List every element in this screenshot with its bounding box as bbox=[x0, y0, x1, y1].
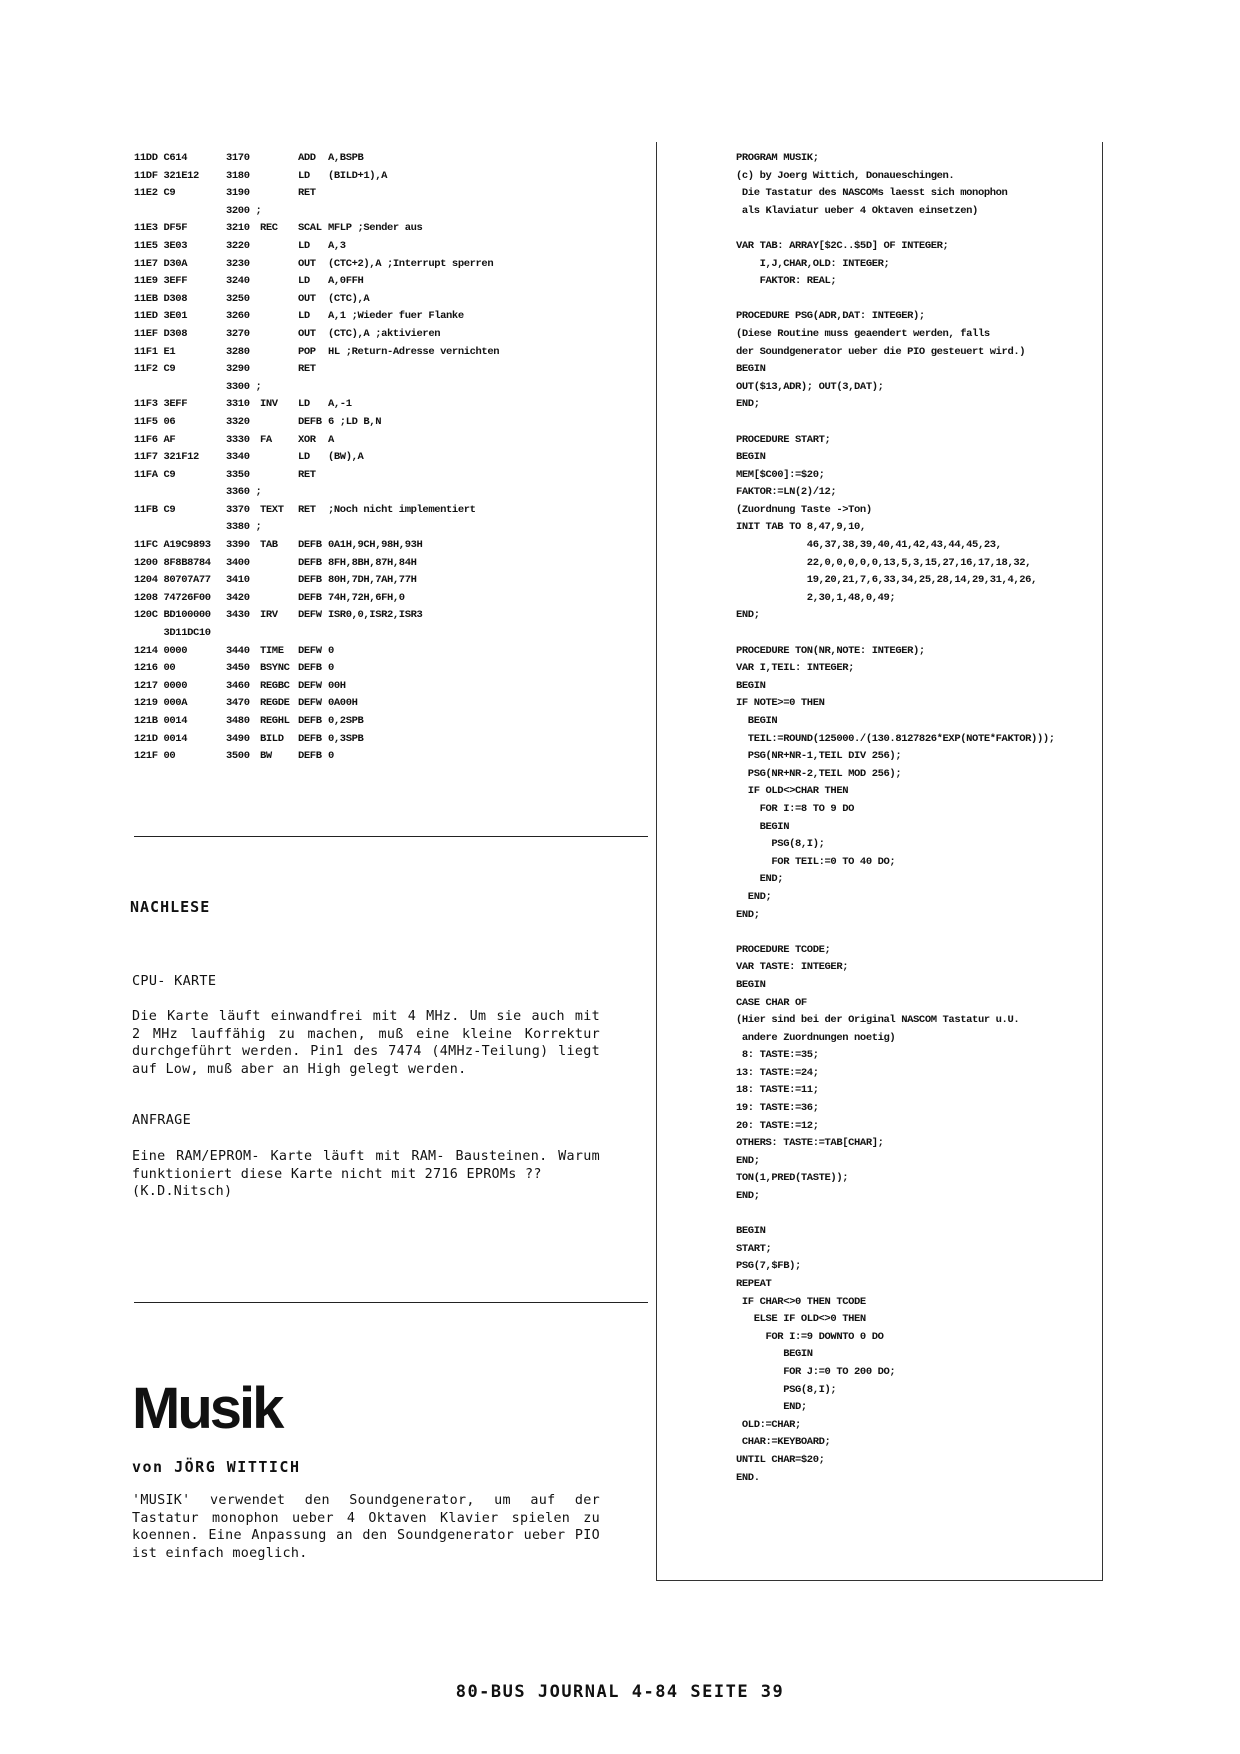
code-line: PROGRAM MUSIK; bbox=[736, 152, 819, 164]
divider-bottom bbox=[134, 1302, 648, 1303]
code-line: (c) by Joerg Wittich, Donaueschingen. bbox=[736, 169, 955, 182]
asm-address: 1208 74726F00 bbox=[134, 591, 211, 604]
asm-line-number: 3340 bbox=[226, 451, 250, 464]
asm-address: 11ED 3E01 bbox=[134, 310, 188, 323]
asm-line bbox=[134, 344, 634, 362]
asm-address: 11F7 321F12 bbox=[134, 451, 199, 464]
asm-line-number: 3310 bbox=[226, 398, 250, 411]
asm-opcode: DEFB bbox=[298, 662, 322, 675]
asm-line bbox=[134, 484, 634, 502]
asm-address: 11F5 06 bbox=[134, 415, 176, 428]
code-line: PSG(8,I); bbox=[736, 838, 825, 851]
asm-line bbox=[134, 731, 634, 749]
code-line: OUT($13,ADR); OUT(3,DAT); bbox=[736, 380, 884, 393]
asm-address: 121B 0014 bbox=[134, 715, 188, 727]
code-line: PSG(NR+NR-1,TEIL DIV 256); bbox=[736, 750, 902, 763]
code-line: BEGIN bbox=[736, 715, 778, 727]
asm-line-number: 3260 bbox=[226, 310, 250, 323]
asm-line bbox=[134, 643, 634, 661]
code-line: 13: TASTE:=24; bbox=[736, 1066, 819, 1079]
asm-line-number: 3460 bbox=[226, 679, 250, 692]
asm-operand: A bbox=[328, 433, 334, 446]
code-line: 8: TASTE:=35; bbox=[736, 1049, 819, 1062]
asm-address: 1204 80707A77 bbox=[134, 574, 211, 587]
asm-line bbox=[134, 361, 634, 379]
code-line: (Hier sind bei der Original NASCOM Tastatur u.U. bbox=[736, 1014, 1020, 1027]
asm-line bbox=[134, 414, 634, 432]
code-line: END; bbox=[736, 908, 760, 921]
asm-label: REGHL bbox=[260, 715, 290, 727]
code-line: I,J,CHAR,OLD: INTEGER; bbox=[736, 257, 890, 270]
code-line: VAR I,TEIL: INTEGER; bbox=[736, 662, 855, 675]
asm-opcode: OUT bbox=[298, 327, 316, 340]
asm-line bbox=[134, 748, 634, 766]
asm-address: 11E9 3EFF bbox=[134, 275, 188, 288]
code-line: 46,37,38,39,40,41,42,43,44,45,23, bbox=[736, 539, 1002, 552]
code-line: FOR J:=0 TO 200 DO; bbox=[736, 1365, 896, 1378]
asm-opcode: DEFB bbox=[298, 574, 322, 587]
code-line: OTHERS: TASTE:=TAB[CHAR]; bbox=[736, 1137, 884, 1150]
asm-address: 1219 000A bbox=[134, 697, 188, 710]
asm-opcode: DEFB bbox=[298, 415, 322, 428]
asm-opcode: OUT bbox=[298, 257, 316, 270]
asm-line bbox=[134, 326, 634, 344]
asm-address: 11EF D308 bbox=[134, 327, 188, 340]
code-line: BEGIN bbox=[736, 679, 766, 692]
musik-intro-text: 'MUSIK' verwendet den Soundgenerator, um auf der Tastatur monophon ueber 4 Oktaven Klavier spielen zu koennen. Eine Anpassung an den Soundgenerator ueber PIO ist einfach moeglich. bbox=[132, 1493, 600, 1561]
asm-operand: 0 bbox=[328, 750, 334, 763]
asm-address: 1200 8F8B8784 bbox=[134, 556, 211, 569]
cpu-karte-text: Die Karte läuft einwandfrei mit 4 MHz. Um sie auch mit 2 MHz lauffähig zu machen, muß eine kleine Korrektur durchgeführt werden. Pin1 des 7474 (4MHz-Teilung) liegt auf Low, muß aber an High gelegt werden. bbox=[132, 1009, 600, 1077]
code-line: andere Zuordnungen noetig) bbox=[736, 1031, 896, 1044]
asm-label: INV bbox=[260, 398, 278, 411]
asm-operand: 80H,7DH,7AH,77H bbox=[328, 574, 417, 587]
asm-operand: 0 bbox=[328, 662, 334, 675]
asm-line-number: 3400 bbox=[226, 556, 250, 569]
code-line: UNTIL CHAR=$20; bbox=[736, 1453, 825, 1466]
code-line: END; bbox=[736, 1154, 760, 1167]
nachlese-heading: NACHLESE bbox=[130, 898, 211, 916]
code-line: IF NOTE>=0 THEN bbox=[736, 697, 825, 710]
asm-line bbox=[134, 695, 634, 713]
code-line: PROCEDURE PSG(ADR,DAT: INTEGER); bbox=[736, 310, 925, 323]
asm-line bbox=[134, 291, 634, 309]
asm-line bbox=[134, 256, 634, 274]
asm-line-number: 3240 bbox=[226, 275, 250, 288]
assembler-listing bbox=[134, 150, 634, 766]
asm-line-number: 3220 bbox=[226, 239, 250, 252]
asm-opcode: OUT bbox=[298, 292, 316, 305]
asm-operand: (CTC+2),A ;Interrupt sperren bbox=[328, 257, 494, 270]
asm-line bbox=[134, 308, 634, 326]
code-line: VAR TAB: ARRAY[$2C..$5D] OF INTEGER; bbox=[736, 239, 949, 252]
asm-address: 1216 00 bbox=[134, 662, 176, 675]
asm-address: 1217 0000 bbox=[134, 679, 188, 692]
code-line: 22,0,0,0,0,0,13,5,3,15,27,16,17,18,32, bbox=[736, 556, 1032, 569]
anfrage-block bbox=[132, 1148, 600, 1201]
asm-line bbox=[134, 203, 634, 221]
code-line: END; bbox=[736, 609, 760, 622]
asm-opcode: RET bbox=[298, 187, 316, 200]
code-line bbox=[736, 291, 1096, 309]
asm-address: 11DF 321E12 bbox=[134, 169, 199, 182]
asm-line-number: 3370 bbox=[226, 503, 250, 516]
asm-label: BSYNC bbox=[260, 662, 290, 675]
code-line: 20: TASTE:=12; bbox=[736, 1119, 819, 1132]
asm-operand: MFLP ;Sender aus bbox=[328, 222, 423, 235]
asm-address: 11E5 3E03 bbox=[134, 239, 188, 252]
asm-address: 120C BD100000 bbox=[134, 609, 211, 622]
asm-label: TIME bbox=[260, 644, 284, 657]
asm-line-number: 3450 bbox=[226, 662, 250, 675]
asm-operand: 0,2SPB bbox=[328, 715, 364, 727]
asm-address: 11EB D308 bbox=[134, 292, 188, 305]
asm-line-number: 3350 bbox=[226, 468, 250, 481]
asm-line-number: 3330 bbox=[226, 433, 250, 446]
asm-label: BW bbox=[260, 750, 272, 763]
anfrage-text: Eine RAM/EPROM- Karte läuft mit RAM- Bausteinen. Warum funktioniert diese Karte nicht mit 2716 EPROMs ?? bbox=[132, 1149, 600, 1182]
asm-operand: 0,3SPB bbox=[328, 732, 364, 745]
asm-operand: 0A1H,9CH,98H,93H bbox=[328, 539, 423, 552]
pascal-listing bbox=[736, 150, 1096, 1487]
asm-line bbox=[134, 238, 634, 256]
asm-operand: A,-1 bbox=[328, 398, 352, 411]
code-line: PSG(NR+NR-2,TEIL MOD 256); bbox=[736, 767, 902, 780]
asm-address: 11FC A19C9893 bbox=[134, 539, 211, 552]
asm-operand: ;Noch nicht implementiert bbox=[328, 503, 476, 516]
asm-label: REGBC bbox=[260, 679, 290, 692]
asm-line bbox=[134, 432, 634, 450]
asm-opcode: DEFB bbox=[298, 591, 322, 604]
asm-address: 3D11DC10 bbox=[134, 627, 211, 640]
asm-address: 11F3 3EFF bbox=[134, 398, 188, 411]
code-line: 19: TASTE:=36; bbox=[736, 1102, 819, 1115]
asm-operand: (BILD+1),A bbox=[328, 169, 388, 182]
asm-opcode: LD bbox=[298, 169, 310, 182]
code-line: 19,20,21,7,6,33,34,25,28,14,29,31,4,26, bbox=[736, 574, 1037, 587]
asm-line bbox=[134, 537, 634, 555]
asm-line bbox=[134, 502, 634, 520]
asm-line-number: 3190 bbox=[226, 187, 250, 200]
code-line: BEGIN bbox=[736, 451, 766, 464]
code-line: ELSE IF OLD<>0 THEN bbox=[736, 1313, 866, 1326]
asm-opcode: DEFB bbox=[298, 715, 322, 727]
code-line: CASE CHAR OF bbox=[736, 996, 807, 1009]
asm-line bbox=[134, 555, 634, 573]
asm-opcode: LD bbox=[298, 239, 310, 252]
code-line: FOR I:=8 TO 9 DO bbox=[736, 802, 855, 815]
anfrage-author: (K.D.Nitsch) bbox=[132, 1184, 233, 1199]
asm-address: 11E3 DF5F bbox=[134, 222, 188, 235]
asm-opcode: RET bbox=[298, 468, 316, 481]
cpu-karte-heading: CPU- KARTE bbox=[132, 973, 217, 989]
asm-line-number: 3250 bbox=[226, 292, 250, 305]
code-line bbox=[736, 220, 1096, 238]
code-line: BEGIN bbox=[736, 363, 766, 376]
asm-line-number: 3200 ; bbox=[226, 204, 262, 217]
asm-operand: 00H bbox=[328, 679, 346, 692]
asm-label: TAB bbox=[260, 539, 278, 552]
asm-operand: (CTC),A ;aktivieren bbox=[328, 327, 441, 340]
asm-operand: HL ;Return-Adresse vernichten bbox=[328, 345, 500, 358]
code-line: MEM[$C00]:=$20; bbox=[736, 468, 825, 481]
asm-address: 11E7 D30A bbox=[134, 257, 188, 270]
asm-line-number: 3380 ; bbox=[226, 521, 262, 534]
asm-line-number: 3470 bbox=[226, 697, 250, 710]
asm-opcode: DEFW bbox=[298, 644, 322, 657]
code-line: END. bbox=[736, 1471, 760, 1484]
code-line: TEIL:=ROUND(125000./(130.8127826*EXP(NOTE*FAKTOR))); bbox=[736, 732, 1055, 745]
asm-opcode: XOR bbox=[298, 433, 316, 446]
asm-address: 11F2 C9 bbox=[134, 363, 176, 376]
asm-opcode: DEFB bbox=[298, 732, 322, 745]
asm-line bbox=[134, 678, 634, 696]
asm-opcode: LD bbox=[298, 451, 310, 464]
asm-opcode: RET bbox=[298, 363, 316, 376]
code-line: BEGIN bbox=[736, 978, 766, 991]
asm-address: 11E2 C9 bbox=[134, 187, 176, 200]
asm-opcode: DEFB bbox=[298, 750, 322, 763]
asm-operand: (BW),A bbox=[328, 451, 364, 464]
code-line bbox=[736, 414, 1096, 432]
asm-line-number: 3480 bbox=[226, 715, 250, 727]
asm-address: 121F 00 bbox=[134, 750, 176, 763]
asm-line bbox=[134, 396, 634, 414]
asm-line-number: 3320 bbox=[226, 415, 250, 428]
asm-line bbox=[134, 379, 634, 397]
asm-line bbox=[134, 660, 634, 678]
asm-line bbox=[134, 607, 634, 625]
asm-label: BILD bbox=[260, 732, 284, 745]
code-line: OLD:=CHAR; bbox=[736, 1418, 801, 1431]
code-line: REPEAT bbox=[736, 1278, 772, 1290]
code-line: END; bbox=[736, 890, 772, 903]
code-line: END; bbox=[736, 1190, 760, 1203]
asm-address: 11F1 E1 bbox=[134, 345, 176, 358]
asm-line-number: 3300 ; bbox=[226, 380, 262, 393]
asm-opcode: DEFW bbox=[298, 609, 322, 622]
code-line: START; bbox=[736, 1242, 772, 1255]
asm-line-number: 3500 bbox=[226, 750, 250, 763]
asm-operand: A,1 ;Wieder fuer Flanke bbox=[328, 310, 464, 323]
asm-label: TEXT bbox=[260, 503, 284, 516]
code-line: VAR TASTE: INTEGER; bbox=[736, 961, 849, 974]
asm-operand: (CTC),A bbox=[328, 292, 370, 305]
asm-opcode: SCAL bbox=[298, 222, 322, 235]
code-line: PROCEDURE START; bbox=[736, 433, 831, 446]
asm-line-number: 3410 bbox=[226, 574, 250, 587]
asm-line bbox=[134, 467, 634, 485]
asm-line-number: 3270 bbox=[226, 327, 250, 340]
code-line: FOR I:=9 DOWNTO 0 DO bbox=[736, 1330, 884, 1343]
asm-address: 11FA C9 bbox=[134, 468, 176, 481]
asm-line-number: 3180 bbox=[226, 169, 250, 182]
asm-operand: 0 bbox=[328, 644, 334, 657]
code-line: IF CHAR<>0 THEN TCODE bbox=[736, 1295, 866, 1308]
asm-opcode: LD bbox=[298, 398, 310, 411]
musik-title: Musik bbox=[132, 1376, 282, 1441]
asm-operand: A,3 bbox=[328, 239, 346, 252]
code-line: Die Tastatur des NASCOMs laesst sich monophon bbox=[736, 187, 1008, 200]
asm-line-number: 3210 bbox=[226, 222, 250, 235]
asm-label: IRV bbox=[260, 609, 278, 622]
asm-opcode: LD bbox=[298, 310, 310, 323]
code-line bbox=[736, 924, 1096, 942]
code-line: PROCEDURE TCODE; bbox=[736, 943, 831, 956]
code-line: als Klaviatur ueber 4 Oktaven einsetzen) bbox=[736, 204, 978, 217]
musik-byline: von JÖRG WITTICH bbox=[132, 1458, 301, 1476]
asm-opcode: RET bbox=[298, 503, 316, 516]
asm-line-number: 3430 bbox=[226, 609, 250, 622]
asm-opcode: DEFW bbox=[298, 697, 322, 710]
code-line: (Diese Routine muss geaendert werden, falls bbox=[736, 327, 990, 340]
code-line: END; bbox=[736, 398, 760, 411]
asm-line-number: 3170 bbox=[226, 152, 250, 164]
divider-top bbox=[134, 836, 648, 837]
asm-line-number: 3420 bbox=[226, 591, 250, 604]
asm-opcode: POP bbox=[298, 345, 316, 358]
asm-opcode: LD bbox=[298, 275, 310, 288]
asm-line bbox=[134, 519, 634, 537]
asm-opcode: ADD bbox=[298, 152, 316, 164]
anfrage-heading: ANFRAGE bbox=[132, 1112, 191, 1128]
asm-line bbox=[134, 572, 634, 590]
asm-operand: 74H,72H,6FH,0 bbox=[328, 591, 405, 604]
asm-operand: 6 ;LD B,N bbox=[328, 415, 382, 428]
asm-operand: A,0FFH bbox=[328, 275, 364, 288]
code-line: IF OLD<>CHAR THEN bbox=[736, 785, 849, 798]
code-line: PSG(7,$FB); bbox=[736, 1260, 801, 1273]
asm-operand: A,BSPB bbox=[328, 152, 364, 164]
asm-line-number: 3490 bbox=[226, 732, 250, 745]
asm-operand: 0A00H bbox=[328, 697, 358, 710]
asm-line bbox=[134, 590, 634, 608]
asm-line bbox=[134, 449, 634, 467]
asm-address: 11F6 AF bbox=[134, 433, 176, 446]
code-line: 2,30,1,48,0,49; bbox=[736, 591, 896, 604]
asm-line-number: 3390 bbox=[226, 539, 250, 552]
code-line: TON(1,PRED(TASTE)); bbox=[736, 1172, 849, 1185]
asm-line bbox=[134, 168, 634, 186]
code-line: END; bbox=[736, 1401, 807, 1414]
asm-operand: ISR0,0,ISR2,ISR3 bbox=[328, 609, 423, 622]
code-line: CHAR:=KEYBOARD; bbox=[736, 1436, 831, 1449]
asm-operand: 8FH,8BH,87H,84H bbox=[328, 556, 417, 569]
asm-line bbox=[134, 220, 634, 238]
asm-line-number: 3440 bbox=[226, 644, 250, 657]
code-line: INIT TAB TO 8,47,9,10, bbox=[736, 521, 866, 534]
asm-address: 11DD C614 bbox=[134, 152, 188, 164]
asm-address: 11FB C9 bbox=[134, 503, 176, 516]
asm-opcode: DEFW bbox=[298, 679, 322, 692]
code-line: FAKTOR: REAL; bbox=[736, 275, 837, 288]
asm-line bbox=[134, 273, 634, 291]
asm-line-number: 3290 bbox=[226, 363, 250, 376]
code-line: PSG(8,I); bbox=[736, 1383, 837, 1396]
asm-address: 1214 0000 bbox=[134, 644, 188, 657]
asm-line bbox=[134, 713, 634, 731]
code-line: (Zuordnung Taste ->Ton) bbox=[736, 503, 872, 516]
asm-line bbox=[134, 625, 634, 643]
code-line: PROCEDURE TON(NR,NOTE: INTEGER); bbox=[736, 644, 925, 657]
asm-opcode: DEFB bbox=[298, 539, 322, 552]
code-line: END; bbox=[736, 873, 784, 886]
code-line: 18: TASTE:=11; bbox=[736, 1084, 819, 1097]
asm-line-number: 3230 bbox=[226, 257, 250, 270]
code-line bbox=[736, 625, 1096, 643]
code-line: BEGIN bbox=[736, 820, 790, 833]
page-footer: 80-BUS JOURNAL 4-84 SEITE 39 bbox=[455, 1682, 785, 1702]
code-line: FOR TEIL:=0 TO 40 DO; bbox=[736, 855, 896, 868]
asm-opcode: DEFB bbox=[298, 556, 322, 569]
asm-label: REC bbox=[260, 222, 278, 235]
asm-label: REGDE bbox=[260, 697, 290, 710]
asm-line bbox=[134, 185, 634, 203]
code-line: der Soundgenerator ueber die PIO gesteuert wird.) bbox=[736, 345, 1026, 358]
asm-line-number: 3360 ; bbox=[226, 486, 262, 499]
asm-line-number: 3280 bbox=[226, 345, 250, 358]
code-line: FAKTOR:=LN(2)/12; bbox=[736, 486, 837, 499]
asm-line bbox=[134, 150, 634, 168]
asm-label: FA bbox=[260, 433, 272, 446]
asm-address: 121D 0014 bbox=[134, 732, 188, 745]
code-line: BEGIN bbox=[736, 1348, 813, 1361]
code-line: BEGIN bbox=[736, 1225, 766, 1238]
code-line bbox=[736, 1206, 1096, 1224]
